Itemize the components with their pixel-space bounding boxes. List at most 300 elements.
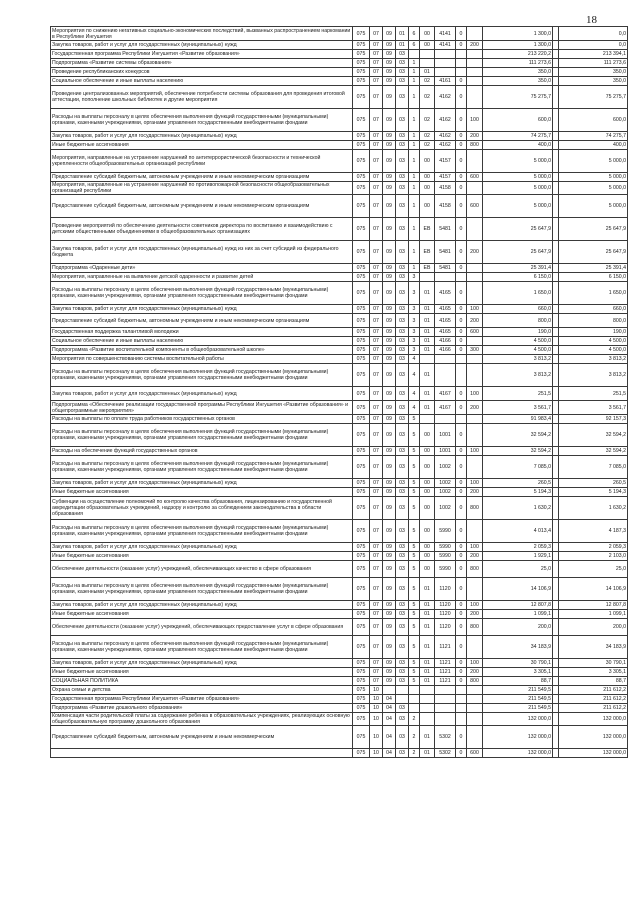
- code-section: 07: [370, 182, 383, 195]
- code-direction: [435, 50, 456, 59]
- amount-year-2: 213 394,1: [559, 50, 628, 59]
- code-event: 00: [420, 173, 435, 182]
- amount-year-1: 211 549,5: [483, 686, 553, 695]
- code-program: 03: [396, 273, 409, 282]
- code-program: 03: [396, 59, 409, 68]
- code-event: 00: [420, 552, 435, 561]
- row-label: Закупка товаров, работ и услуг для государственных (муниципальных) нужд: [51, 41, 353, 50]
- amount-year-2: 88,7: [559, 677, 628, 686]
- code-admin: 075: [353, 273, 370, 282]
- code-admin: 075: [353, 173, 370, 182]
- table-row: [51, 479, 628, 488]
- amount-year-2: 32 594,2: [559, 447, 628, 456]
- code-program: 03: [396, 132, 409, 141]
- code-subsection: 09: [383, 86, 396, 109]
- code-program: 03: [396, 364, 409, 387]
- code-sub: 0: [456, 328, 467, 337]
- code-expense-type: 800: [467, 141, 483, 150]
- code-section: 10: [370, 726, 383, 749]
- code-subprogram: 1: [409, 195, 420, 218]
- code-direction: 1121: [435, 636, 456, 659]
- code-event: 01: [420, 337, 435, 346]
- code-direction: 4167: [435, 401, 456, 415]
- amount-year-2: 4 500,0: [559, 346, 628, 355]
- amount-year-1: 213 220,2: [483, 50, 553, 59]
- table-row: [51, 636, 628, 659]
- code-program: 03: [396, 488, 409, 497]
- code-sub: 0: [456, 314, 467, 328]
- table-row: [51, 713, 628, 726]
- code-direction: [435, 704, 456, 713]
- code-expense-type: [467, 150, 483, 173]
- code-direction: [435, 68, 456, 77]
- row-label: Закупка товаров, работ и услуг для государственных (муниципальных) нужд: [51, 659, 353, 668]
- amount-year-1: 1 300,0: [483, 27, 553, 41]
- row-label: Расходы на выплаты персоналу в целях обеспечения выполнения функций государственными (муниципальными) органами, казенными учреждениями, органами управления государственными внебюджетными фондами: [51, 636, 353, 659]
- code-program: 03: [396, 282, 409, 305]
- amount-year-1: 5 000,0: [483, 195, 553, 218]
- code-admin: 075: [353, 749, 370, 758]
- code-admin: 075: [353, 282, 370, 305]
- code-program: 03: [396, 668, 409, 677]
- code-expense-type: [467, 424, 483, 447]
- code-direction: 1120: [435, 601, 456, 610]
- code-sub: 0: [456, 456, 467, 479]
- code-program: 03: [396, 726, 409, 749]
- code-admin: 075: [353, 109, 370, 132]
- code-subsection: 09: [383, 141, 396, 150]
- table-row: [51, 173, 628, 182]
- code-subsection: 09: [383, 401, 396, 415]
- code-subsection: 04: [383, 704, 396, 713]
- code-admin: 075: [353, 561, 370, 578]
- code-subprogram: 3: [409, 314, 420, 328]
- row-label: Расходы на выплаты персоналу в целях обеспечения выполнения функций государственными (муниципальными) органами, казенными учреждениями, органами управления государственными внебюджетными фондами: [51, 456, 353, 479]
- code-sub: [456, 713, 467, 726]
- code-admin: 075: [353, 479, 370, 488]
- row-label: Государственная программа Республики Ингушетия «Развитие образования»: [51, 695, 353, 704]
- code-event: 01: [420, 346, 435, 355]
- code-event: 01: [420, 364, 435, 387]
- code-direction: [435, 713, 456, 726]
- amount-year-1: 12 807,8: [483, 601, 553, 610]
- amount-year-1: 6 150,0: [483, 273, 553, 282]
- code-section: 07: [370, 141, 383, 150]
- amount-year-2: 5 000,0: [559, 173, 628, 182]
- code-direction: [435, 686, 456, 695]
- code-direction: 4157: [435, 173, 456, 182]
- code-event: [420, 355, 435, 364]
- code-subprogram: 3: [409, 305, 420, 314]
- code-event: 00: [420, 195, 435, 218]
- code-direction: 4162: [435, 86, 456, 109]
- code-program: 03: [396, 636, 409, 659]
- code-subprogram: 3: [409, 346, 420, 355]
- amount-year-2: 2 103,0: [559, 552, 628, 561]
- code-admin: 075: [353, 132, 370, 141]
- amount-year-2: 74 275,7: [559, 132, 628, 141]
- amount-year-1: 32 594,2: [483, 424, 553, 447]
- row-label: Расходы на выплаты персоналу в целях обеспечения выполнения функций государственными (муниципальными) органами, казенными учреждениями, органами управления государственными внебюджетными фондами: [51, 364, 353, 387]
- amount-year-2: 34 183,9: [559, 636, 628, 659]
- code-subsection: 09: [383, 27, 396, 41]
- row-label: Закупка товаров, работ и услуг для государственных (муниципальных) нужд из них за счет субсидий из федерального бюджета: [51, 241, 353, 264]
- code-expense-type: [467, 578, 483, 601]
- amount-year-1: 400,0: [483, 141, 553, 150]
- amount-year-2: 660,0: [559, 305, 628, 314]
- code-expense-type: 100: [467, 659, 483, 668]
- code-section: 07: [370, 552, 383, 561]
- code-sub: 0: [456, 305, 467, 314]
- code-expense-type: [467, 355, 483, 364]
- code-program: 03: [396, 141, 409, 150]
- code-subprogram: 1: [409, 68, 420, 77]
- code-event: 02: [420, 141, 435, 150]
- row-label: Иные бюджетные ассигнования: [51, 668, 353, 677]
- code-expense-type: [467, 273, 483, 282]
- code-expense-type: [467, 636, 483, 659]
- code-subsection: 09: [383, 561, 396, 578]
- table-row: [51, 520, 628, 543]
- amount-year-2: 3 813,2: [559, 364, 628, 387]
- code-event: 01: [420, 401, 435, 415]
- row-label: Расходы на выплаты персоналу в целях обеспечения выполнения функций государственными (муниципальными) органами, казенными учреждениями, органами управления государственными внебюджетными фондами: [51, 424, 353, 447]
- code-expense-type: 600: [467, 749, 483, 758]
- code-section: 07: [370, 273, 383, 282]
- amount-year-2: 251,5: [559, 387, 628, 401]
- code-direction: 5481: [435, 218, 456, 241]
- code-expense-type: [467, 695, 483, 704]
- code-expense-type: 200: [467, 132, 483, 141]
- code-program: 03: [396, 543, 409, 552]
- amount-year-2: 600,0: [559, 109, 628, 132]
- table-row: [51, 282, 628, 305]
- code-sub: 0: [456, 41, 467, 50]
- code-expense-type: 200: [467, 488, 483, 497]
- table-row: [51, 86, 628, 109]
- code-sub: 0: [456, 659, 467, 668]
- code-subprogram: 3: [409, 328, 420, 337]
- code-event: [420, 686, 435, 695]
- code-direction: 5302: [435, 726, 456, 749]
- row-label: Подпрограмма «Развитие системы образования»: [51, 59, 353, 68]
- table-row: [51, 488, 628, 497]
- code-subprogram: 5: [409, 601, 420, 610]
- code-event: ЕВ: [420, 218, 435, 241]
- code-event: 01: [420, 619, 435, 636]
- code-expense-type: 800: [467, 619, 483, 636]
- code-subsection: 09: [383, 364, 396, 387]
- code-program: [396, 695, 409, 704]
- code-subsection: 09: [383, 264, 396, 273]
- amount-year-1: 74 275,7: [483, 132, 553, 141]
- code-expense-type: 200: [467, 41, 483, 50]
- table-row: [51, 726, 628, 749]
- code-expense-type: [467, 713, 483, 726]
- amount-year-1: 190,0: [483, 328, 553, 337]
- code-direction: 4158: [435, 182, 456, 195]
- table-row: [51, 59, 628, 68]
- code-subsection: 09: [383, 77, 396, 86]
- amount-year-2: 3 305,1: [559, 668, 628, 677]
- code-admin: 075: [353, 27, 370, 41]
- code-admin: 075: [353, 401, 370, 415]
- code-expense-type: [467, 50, 483, 59]
- code-sub: [456, 68, 467, 77]
- code-admin: 075: [353, 86, 370, 109]
- code-admin: 075: [353, 141, 370, 150]
- amount-year-2: 111 273,6: [559, 59, 628, 68]
- code-admin: 075: [353, 636, 370, 659]
- code-direction: 4141: [435, 27, 456, 41]
- code-section: 07: [370, 636, 383, 659]
- code-expense-type: [467, 364, 483, 387]
- code-direction: 1002: [435, 497, 456, 520]
- code-subsection: 09: [383, 601, 396, 610]
- table-row: [51, 543, 628, 552]
- code-program: 03: [396, 415, 409, 424]
- amount-year-2: 12 807,8: [559, 601, 628, 610]
- budget-sheet: [50, 26, 627, 758]
- code-expense-type: 800: [467, 561, 483, 578]
- amount-year-2: 200,0: [559, 619, 628, 636]
- code-subprogram: 5: [409, 447, 420, 456]
- table-row: [51, 659, 628, 668]
- amount-year-2: 14 106,9: [559, 578, 628, 601]
- code-subprogram: 1: [409, 86, 420, 109]
- code-subsection: 09: [383, 59, 396, 68]
- code-subprogram: 5: [409, 415, 420, 424]
- code-subsection: 09: [383, 520, 396, 543]
- code-program: 03: [396, 713, 409, 726]
- amount-year-1: 5 194,3: [483, 488, 553, 497]
- amount-year-2: 5 000,0: [559, 150, 628, 173]
- amount-year-2: 3 813,2: [559, 355, 628, 364]
- code-admin: 075: [353, 218, 370, 241]
- amount-year-2: 3 561,7: [559, 401, 628, 415]
- amount-year-2: 0,0: [559, 41, 628, 50]
- row-label: Подпрограмма «Развитие воспитательной компоненты в общеобразовательной школе»: [51, 346, 353, 355]
- table-row: [51, 346, 628, 355]
- amount-year-2: 132 000,0: [559, 713, 628, 726]
- code-admin: 075: [353, 543, 370, 552]
- code-direction: 4167: [435, 387, 456, 401]
- code-sub: [456, 415, 467, 424]
- code-subprogram: 5: [409, 659, 420, 668]
- amount-year-1: 32 594,2: [483, 447, 553, 456]
- code-program: 03: [396, 447, 409, 456]
- code-subsection: 09: [383, 109, 396, 132]
- code-event: 01: [420, 668, 435, 677]
- code-subprogram: 5: [409, 677, 420, 686]
- code-program: 03: [396, 619, 409, 636]
- amount-year-1: 7 085,0: [483, 456, 553, 479]
- code-direction: 1120: [435, 578, 456, 601]
- code-program: 03: [396, 479, 409, 488]
- code-sub: [456, 273, 467, 282]
- code-section: 07: [370, 68, 383, 77]
- code-subprogram: [409, 704, 420, 713]
- code-admin: 075: [353, 59, 370, 68]
- amount-year-1: 4 500,0: [483, 346, 553, 355]
- amount-year-1: 25 647,9: [483, 241, 553, 264]
- code-subsection: 09: [383, 447, 396, 456]
- amount-year-1: 4 500,0: [483, 337, 553, 346]
- table-row: [51, 619, 628, 636]
- code-section: 07: [370, 619, 383, 636]
- code-section: 07: [370, 314, 383, 328]
- code-section: 07: [370, 659, 383, 668]
- code-program: 03: [396, 749, 409, 758]
- code-expense-type: [467, 218, 483, 241]
- code-admin: 075: [353, 50, 370, 59]
- code-expense-type: 600: [467, 173, 483, 182]
- code-subprogram: 1: [409, 77, 420, 86]
- amount-year-1: 3 813,2: [483, 355, 553, 364]
- code-expense-type: [467, 415, 483, 424]
- code-sub: 0: [456, 346, 467, 355]
- amount-year-2: 211 612,2: [559, 695, 628, 704]
- code-program: 03: [396, 387, 409, 401]
- amount-year-1: 25,0: [483, 561, 553, 578]
- code-subprogram: 3: [409, 337, 420, 346]
- code-program: 03: [396, 497, 409, 520]
- code-subsection: 09: [383, 50, 396, 59]
- code-admin: 075: [353, 695, 370, 704]
- code-expense-type: [467, 59, 483, 68]
- row-label: Предоставление субсидий бюджетным, автономным учреждениям и иным некоммерческим организациям: [51, 314, 353, 328]
- amount-year-2: 190,0: [559, 328, 628, 337]
- code-direction: 5302: [435, 749, 456, 758]
- code-sub: 0: [456, 726, 467, 749]
- amount-year-1: 350,0: [483, 77, 553, 86]
- code-sub: [456, 59, 467, 68]
- code-expense-type: 100: [467, 109, 483, 132]
- code-program: 03: [396, 195, 409, 218]
- code-subprogram: 5: [409, 552, 420, 561]
- amount-year-2: 1 630,2: [559, 497, 628, 520]
- code-subsection: 09: [383, 543, 396, 552]
- code-event: 01: [420, 387, 435, 401]
- code-subprogram: [409, 50, 420, 59]
- table-row: [51, 387, 628, 401]
- code-sub: [456, 50, 467, 59]
- code-sub: [456, 704, 467, 713]
- code-subsection: 09: [383, 132, 396, 141]
- code-subprogram: 5: [409, 619, 420, 636]
- code-section: 07: [370, 77, 383, 86]
- amount-year-2: 4 500,0: [559, 337, 628, 346]
- amount-year-2: 7 085,0: [559, 456, 628, 479]
- code-subsection: 09: [383, 41, 396, 50]
- code-direction: 4162: [435, 132, 456, 141]
- code-expense-type: 100: [467, 543, 483, 552]
- code-expense-type: [467, 182, 483, 195]
- code-sub: 0: [456, 150, 467, 173]
- table-row: [51, 328, 628, 337]
- code-subprogram: 4: [409, 401, 420, 415]
- code-subprogram: 5: [409, 479, 420, 488]
- table-row: [51, 264, 628, 273]
- row-label: Иные бюджетные ассигнования: [51, 552, 353, 561]
- code-section: 10: [370, 749, 383, 758]
- code-direction: 5990: [435, 543, 456, 552]
- code-sub: 0: [456, 387, 467, 401]
- code-section: 07: [370, 578, 383, 601]
- table-row: [51, 182, 628, 195]
- row-label: Предоставление субсидий бюджетным, автономным учреждениям и иным некоммерческим организациям: [51, 195, 353, 218]
- code-subprogram: 5: [409, 561, 420, 578]
- row-label: Компенсация части родительской платы за содержание ребенка в образовательных учреждениях, реализующих основную общеобразовательную программу дошкольного образования: [51, 713, 353, 726]
- code-admin: 075: [353, 387, 370, 401]
- code-event: 01: [420, 749, 435, 758]
- page-number: 18: [586, 14, 597, 26]
- code-subsection: 09: [383, 346, 396, 355]
- code-direction: [435, 695, 456, 704]
- code-event: 00: [420, 27, 435, 41]
- code-subsection: 09: [383, 552, 396, 561]
- table-row: [51, 447, 628, 456]
- amount-year-1: 200,0: [483, 619, 553, 636]
- table-row: [51, 109, 628, 132]
- amount-year-2: 75 275,7: [559, 86, 628, 109]
- code-direction: 1121: [435, 668, 456, 677]
- code-subprogram: 2: [409, 749, 420, 758]
- code-sub: 0: [456, 447, 467, 456]
- code-admin: 075: [353, 619, 370, 636]
- code-admin: 075: [353, 355, 370, 364]
- row-label: Закупка товаров, работ и услуг для государственных (муниципальных) нужд: [51, 305, 353, 314]
- amount-year-1: 25 647,9: [483, 218, 553, 241]
- amount-year-1: 1 650,0: [483, 282, 553, 305]
- code-subprogram: 6: [409, 27, 420, 41]
- code-sub: 0: [456, 77, 467, 86]
- code-sub: 0: [456, 241, 467, 264]
- code-section: 07: [370, 132, 383, 141]
- code-event: [420, 415, 435, 424]
- table-row: [51, 668, 628, 677]
- row-label: Мероприятия по снижению негативных социально-экономических последствий, вызванных распространением наркомании в Республике Ингушетия: [51, 27, 353, 41]
- amount-year-1: 211 549,5: [483, 695, 553, 704]
- code-event: ЕВ: [420, 264, 435, 273]
- code-subprogram: 3: [409, 282, 420, 305]
- code-sub: 0: [456, 109, 467, 132]
- amount-year-2: 1 650,0: [559, 282, 628, 305]
- code-section: 07: [370, 668, 383, 677]
- code-sub: 0: [456, 424, 467, 447]
- code-direction: 1002: [435, 479, 456, 488]
- row-label: Охрана семьи и детства: [51, 686, 353, 695]
- code-admin: 075: [353, 314, 370, 328]
- code-section: 07: [370, 355, 383, 364]
- code-expense-type: 800: [467, 497, 483, 520]
- code-section: 07: [370, 27, 383, 41]
- code-expense-type: 100: [467, 387, 483, 401]
- code-event: 01: [420, 677, 435, 686]
- code-subprogram: 2: [409, 726, 420, 749]
- code-section: 07: [370, 346, 383, 355]
- code-event: [420, 713, 435, 726]
- row-label: Иные бюджетные ассигнования: [51, 141, 353, 150]
- amount-year-1: 211 549,5: [483, 704, 553, 713]
- code-section: 07: [370, 601, 383, 610]
- amount-year-2: 211 612,2: [559, 704, 628, 713]
- amount-year-2: 6 150,0: [559, 273, 628, 282]
- code-subsection: 09: [383, 68, 396, 77]
- code-direction: 4165: [435, 314, 456, 328]
- table-row: [51, 578, 628, 601]
- amount-year-2: 400,0: [559, 141, 628, 150]
